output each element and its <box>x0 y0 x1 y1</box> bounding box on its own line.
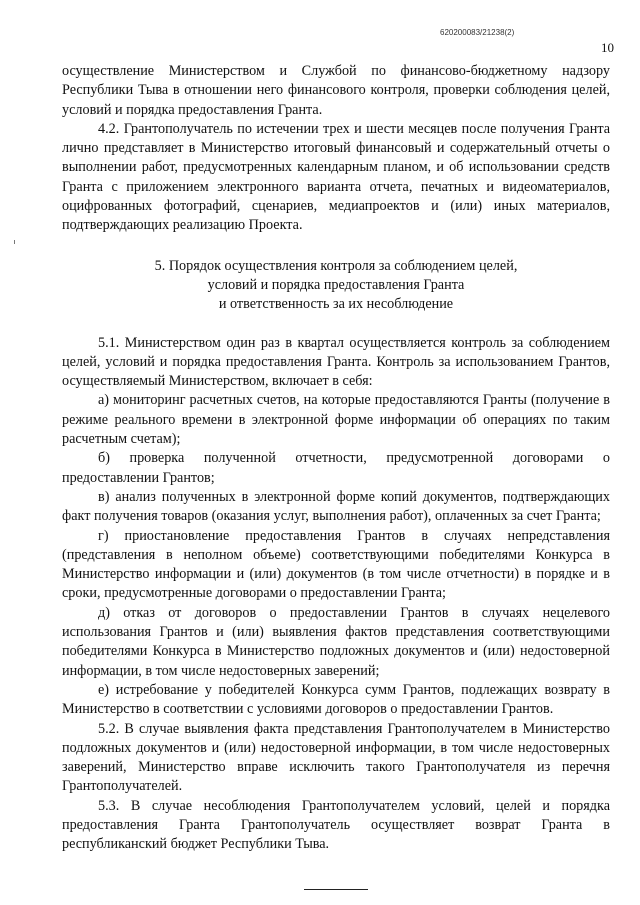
heading-line-2: условий и порядка предоставления Гранта <box>207 276 465 293</box>
paragraph-4-2: 4.2. Грантополучатель по истечении трех и шести месяцев после получения Гранта лично представляет в Министерство итоговый финансовый и содержательный отчеты о выполнении работ, предусмотренных календарным планом, и об использовании средств Гранта с приложением электронного варианта отчета, печатных и видеоматериалов, оцифрованных фотографий, сценариев, медиапроектов и (или) иных материалов, подтверждающих реализацию Проекта. <box>62 120 610 234</box>
paragraph-5-1: 5.1. Министерством один раз в квартал осуществляется контроль за соблюдением целей, условий и порядка предоставления Гранта. Контроль за использованием Грантов, осуществляемый Министерством, включает в себя: <box>62 334 610 390</box>
list-item-b: б) проверка полученной отчетности, предусмотренной договорами о предоставлении Грантов; <box>62 450 610 486</box>
paragraph-5-2: 5.2. В случае выявления факта представления Грантополучателем в Министерство подложных документов и (или) недостоверной информации, в том числе недостоверных заверений, Министерство вправе исключить такого Грантополучателя из перечня Грантополучателей. <box>62 720 610 795</box>
heading-line-1: 5. Порядок осуществления контроля за соблюдением целей, <box>154 257 518 274</box>
document-body <box>62 62 610 890</box>
list-item-g: г) приостановление предоставления Грантов в случаях непредставления (представления в неполном объеме) соответствующими победителями Конкурса в Министерство информации и (или) документов (в том числе отчетности) в порядке и в сроки, предусмотренные договорами о предоставлении Гранта; <box>62 527 610 602</box>
section-5-heading <box>62 257 610 315</box>
list-item-e: е) истребование у победителей Конкурса сумм Грантов, подлежащих возврату в Министерство в соответствии с условиями договоров о предоставлении Грантов. <box>62 681 610 718</box>
heading-line-3: и ответственность за их несоблюдение <box>218 296 454 313</box>
document-code: 620200083/21238(2) <box>440 28 515 37</box>
paragraph-continuation: осуществление Министерством и Службой по финансово-бюджетному надзору Республики Тыва в отношении него финансового контроля, проверки соблюдения целей, условий и порядка предоставления Гранта. <box>62 63 610 118</box>
list-item-a: а) мониторинг расчетных счетов, на которые предоставляются Гранты (получение в режиме реального времени в электронной форме информации об операциях по таким расчетным счетам); <box>62 392 610 448</box>
list-item-d: д) отказ от договоров о предоставлении Грантов в случаях нецелевого использования Грантов и (или) выявления фактов представления соответствующими победителями Конкурса в Министерство подложных документов и (или) недостоверной информации, в том числе недостоверных заверений; <box>62 604 610 679</box>
page-number: 10 <box>601 40 614 55</box>
margin-mark <box>14 240 15 244</box>
paragraph-5-3: 5.3. В случае несоблюдения Грантополучателем условий, целей и порядка предоставления Гранта Грантополучатель осуществляет возврат Гранта в республиканский бюджет Республики Тыва. <box>62 797 610 853</box>
end-divider <box>304 889 368 890</box>
list-item-v: в) анализ полученных в электронной форме копий документов, подтверждающих факт получения товаров (оказания услуг, выполнения работ), оплаченных за счет Гранта; <box>62 488 610 525</box>
